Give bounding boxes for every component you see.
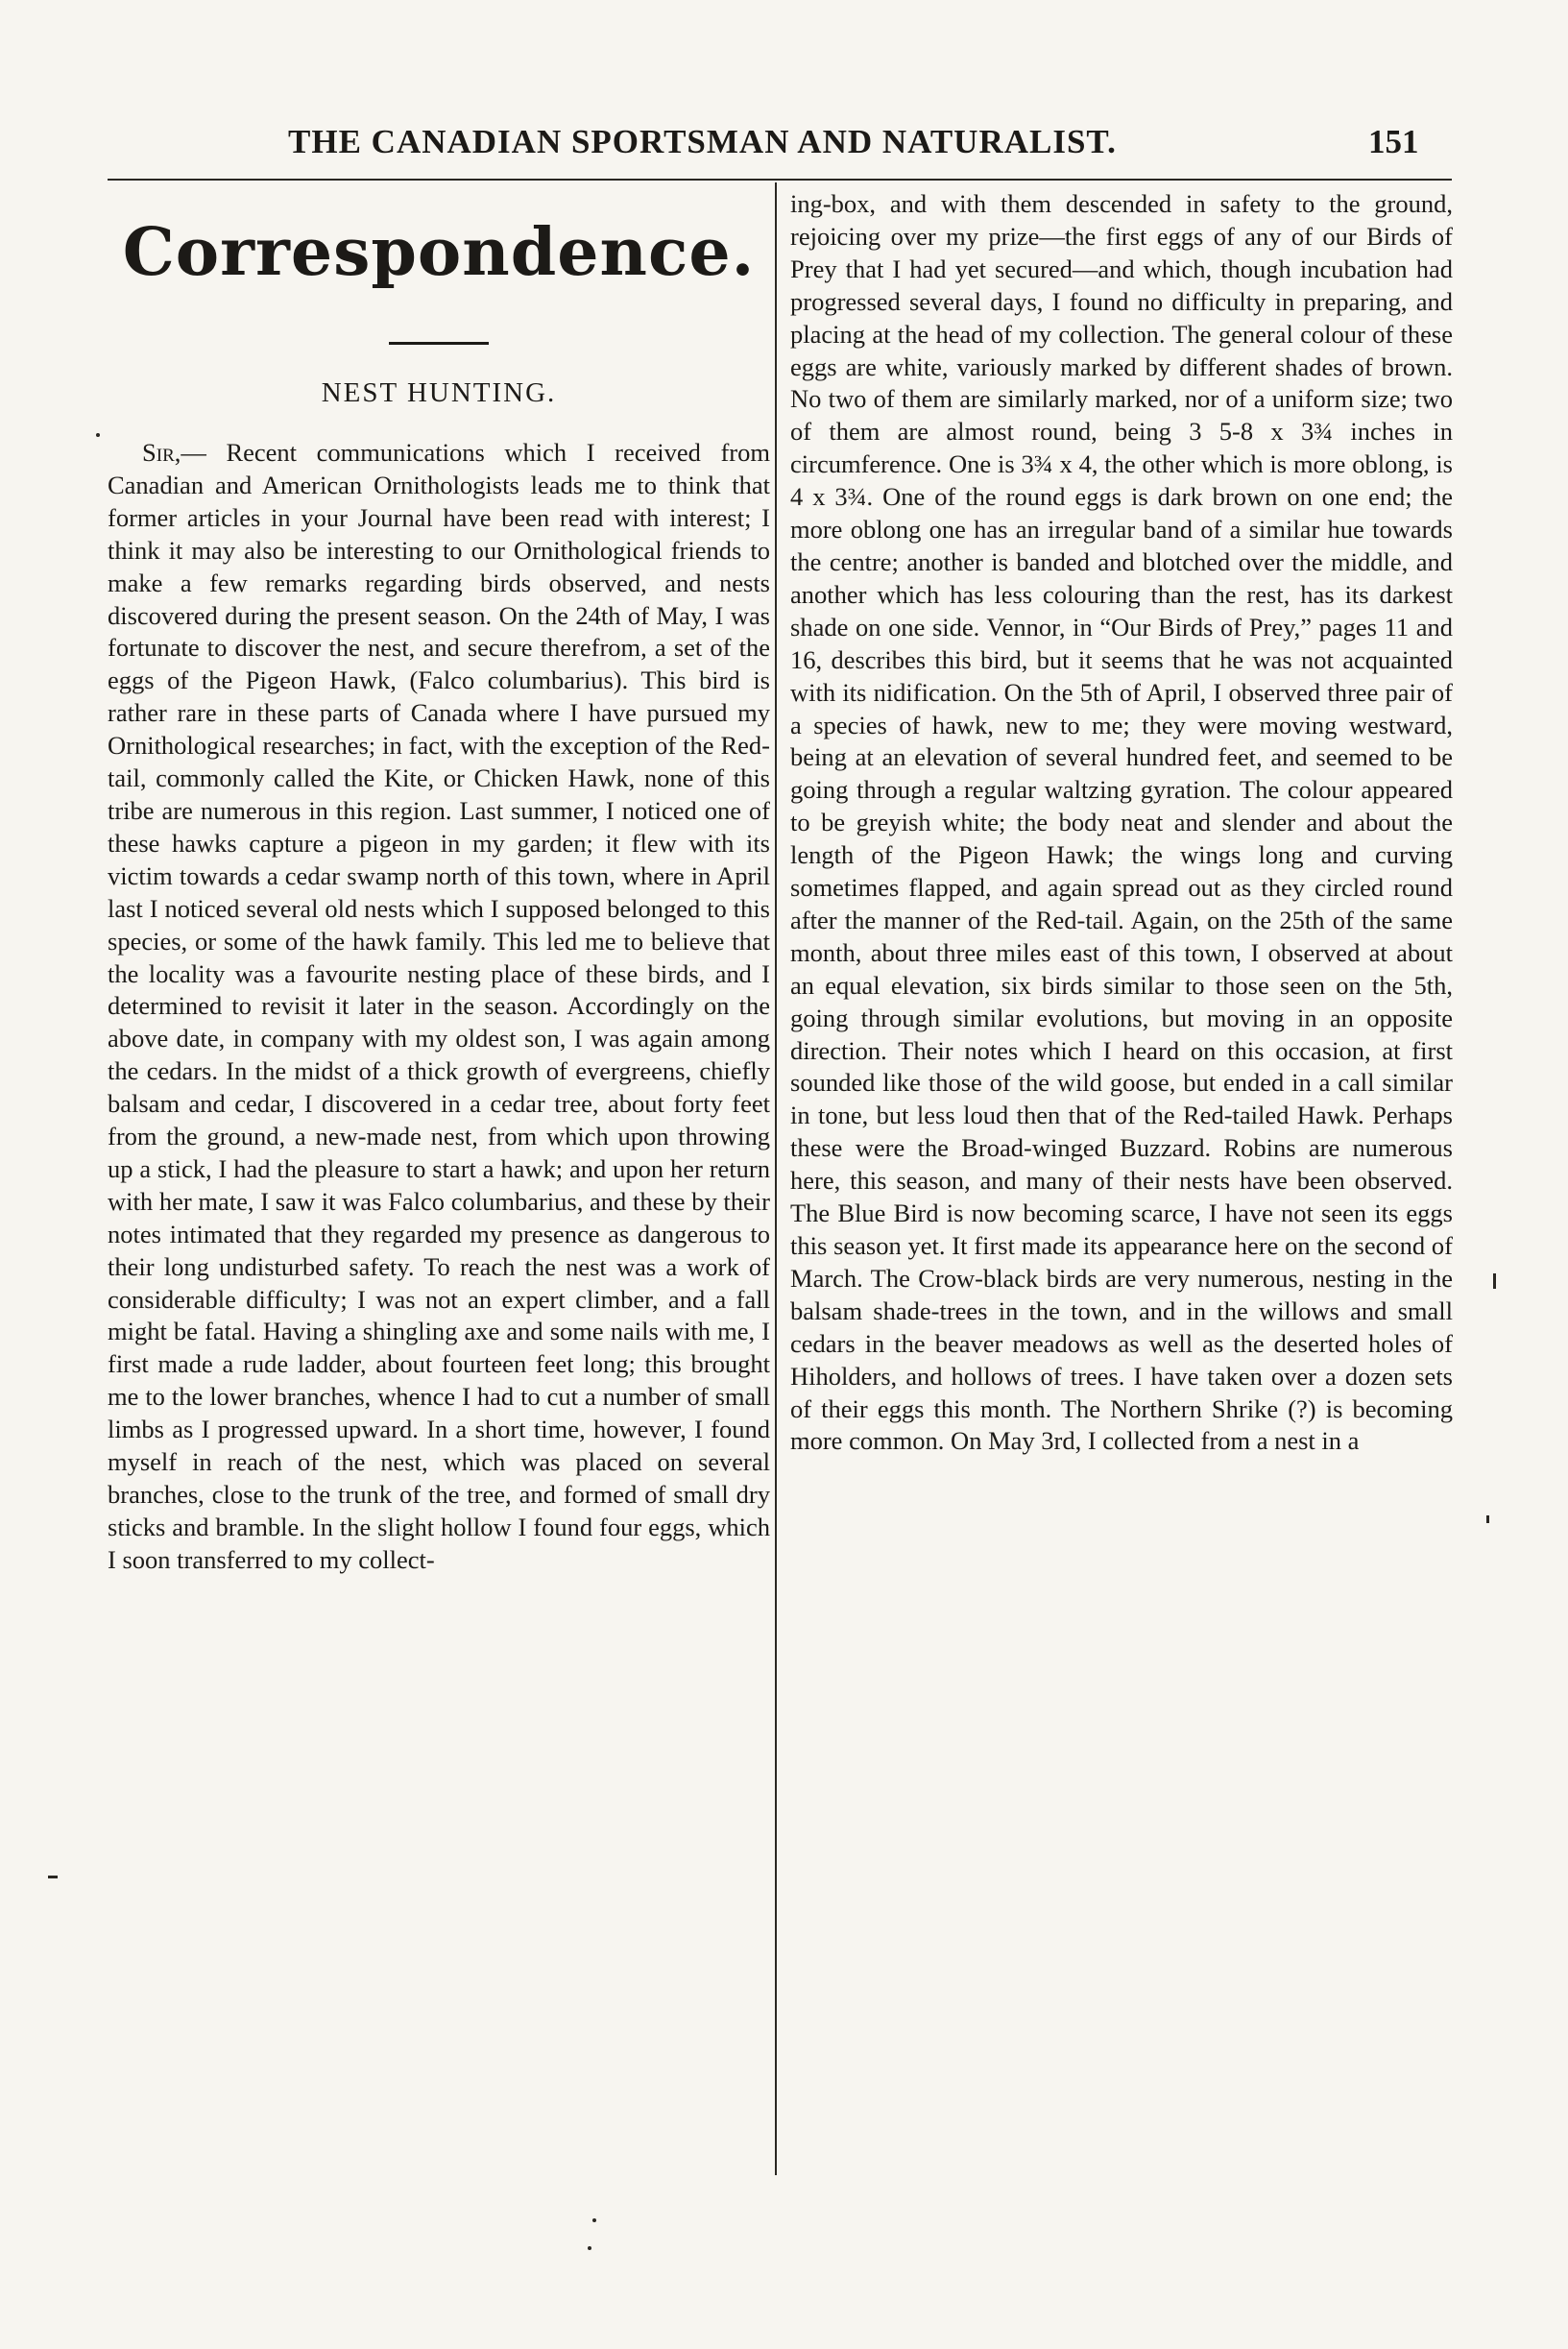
margin-mark-right-lower [1486, 1515, 1489, 1523]
article-text-right: ing-box, and with them descended in safety to the ground, rejoicing over my prize—the first eggs of any of our Birds of Prey that I had yet secured—and which, though incubation had progressed several days, I found no difficulty in preparing, and placing at the head of my collection. The general colour of these eggs are white, variously marked by different shades of brown. No two of them are similarly marked, nor of a uniform size; two of them are almost round, being 3 5-8 x 3¾ inches in circumference. One is 3¾ x 4, the other which is more oblong, is 4 x 3¾. One of the round eggs is dark brown on one end; the more oblong one has an irregular band of a similar hue towards the centre; another is banded and blotched over the middle, and another which has less colouring than the rest, has its darkest shade on one side. Vennor, in “Our Birds of Prey,” pages 11 and 16, describes this bird, but it seems that he was not acquainted with its nidification. On the 5th of April, I observed three pair of a species of hawk, new to me; they were moving westward, being at an elevation of several hundred feet, and seemed to be going through a regular waltzing gyration. The colour appeared to be greyish white; the body neat and slender and about the length of the Pigeon Hawk; the wings long and curving sometimes flapped, and again spread out as they circled round after the manner of the Red-tail. Again, on the 25th of the same month, about three miles east of this town, I observed at about an equal elevation, six birds similar to those seen on the 5th, going through similar evolutions, but moving in an opposite direction. Their notes which I heard on this occasion, at first sounded like those of the wild goose, but ended in a call similar in tone, but less loud then that of the Red-tailed Hawk. Perhaps these were the Broad-winged Buzzard. Robins are numerous here, this season, and many of their nests have been observed. The Blue Bird is now becoming scarce, I have not seen its eggs this season yet. It first made its appearance here on the second of March. The Crow-black birds are very numerous, nesting in the balsam shade-trees in the town, and in the willows and small cedars in the beaver meadows as well as the deserted holes of Hiholders, and hollows of trees. I have taken over a dozen sets of their eggs this month. The Northern Shrike (?) is becoming more common. On May 3rd, I collected from a nest in a [790, 189, 1453, 1456]
margin-mark-left [96, 433, 100, 437]
salutation: Sir, [142, 438, 181, 467]
section-title: Correspondence. [122, 214, 756, 291]
left-column-body: — Recent communications which I received from Canadian and American Ornithologists leads me to think that former articles in your Journal have been read with interest; I think it may also be interesting to our Ornithological friends to make a few remarks regarding birds observed, and nests discovered during the present season. On the 24th of May, I was fortunate to discover the nest, and secure therefrom, a set of the eggs of the Pigeon Hawk, (Falco columbarius). This bird is rather rare in these parts of Canada where I have pursued my Ornithological researches; in fact, with the exception of the Red-tail, commonly called the Kite, or Chicken Hawk, none of this tribe are numerous in this region. Last summer, I noticed one of these hawks capture a pigeon in my garden; it flew with its victim towards a cedar swamp north of this town, where in April last I noticed several old nests which I supposed belonged to this species, or some of the hawk family. This led me to believe that the locality was a favourite nesting place of these birds, and I determined to revisit it later in the season. Accordingly on the above date, in company with my oldest son, I was again among the cedars. In the midst of a thick growth of evergreens, chiefly balsam and cedar, I discovered in a cedar tree, about forty feet from the ground, a new-made nest, from which upon throwing up a stick, I had the pleasure to start a hawk; and upon her return with her mate, I saw it was Falco columbarius, and these by their notes intimated that they regarded my presence as dangerous to their long undisturbed safety. To reach the nest was a work of considerable difficulty; I was not an expert climber, and a fall might be fatal. Having a shingling axe and some nails with me, I first made a rude ladder, about fourteen feet long; this brought me to the lower branches, whence I had to cut a number of small limbs as I progressed upward. In a short time, however, I found myself in reach of the nest, which was placed on several branches, close to the trunk of the tree, and formed of small dry sticks and bramble. In the slight hollow I found four eggs, which I soon transferred to my collect- [108, 438, 770, 1574]
right-column [790, 188, 1453, 1458]
margin-mark-right [1493, 1273, 1496, 1289]
header-rule [108, 179, 1452, 181]
article-heading: NEST HUNTING. [321, 377, 557, 408]
page-number: 151 [1368, 123, 1419, 160]
article-text-left [108, 437, 770, 1577]
running-head-title: THE CANADIAN SPORTSMAN AND NATURALIST. [288, 123, 1117, 160]
column-divider [775, 182, 777, 2175]
bottom-mark [592, 2218, 596, 2222]
left-column [108, 188, 770, 1577]
bottom-mark-2 [588, 2246, 591, 2250]
title-rule [389, 342, 489, 345]
margin-mark-left-lower [48, 1876, 58, 1878]
